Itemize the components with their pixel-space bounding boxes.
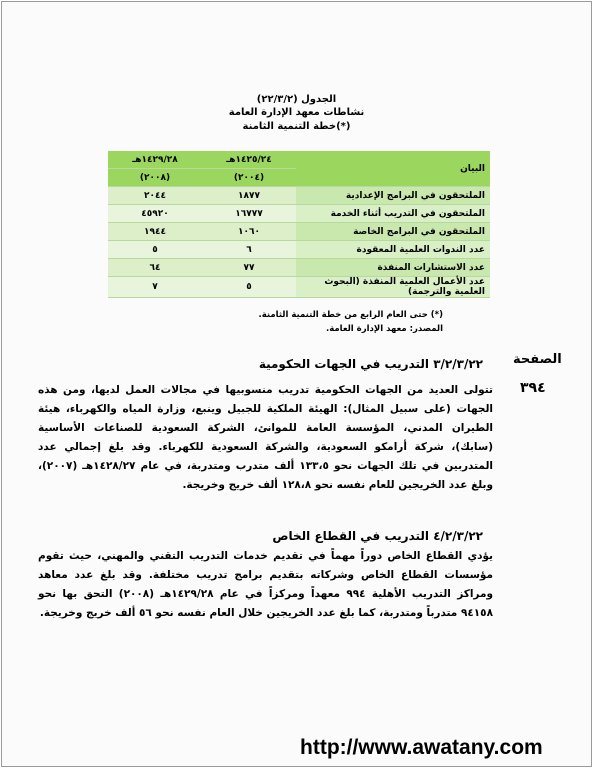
page-number: ٣٩٤: [520, 380, 546, 396]
table-source: المصدر: معهد الإدارة العامة.: [325, 324, 443, 334]
section-body-government: تتولى العديد من الجهات الحكومية تدريب منسوبيها في مجالات العمل لديها، ومن هذه الجهات (على سبيل المثال): الهيئة الملكية للجبيل وينبع، وزارة المياه والكهرباء، هيئة الطيران المدني، المؤسسة العامة للموانئ، الشركة السعودية للصناعات الأساسية (سابك)، شركة أرامكو السعودية، والشركة السعودية للكهرباء. وقد بلغ إجمالي عدد المتدربين في تلك الجهات نحو ١٣٣،٥ ألف متدرب ومتدربة، في عام ١٤٢٨/٢٧هـ (٢٠٠٧)، وبلغ عدد الخريجين للعام نفسه نحو ١٢٨،٨ ألف خريج وخريجة.: [38, 384, 493, 491]
table-row: [108, 223, 490, 241]
row-label: الملتحقون في التدريب أثناء الخدمة: [296, 205, 490, 223]
table-footnote: (*) حتى العام الرابع من خطة التنمية الثامنة.: [258, 310, 443, 320]
page-label: الصفحة: [513, 352, 562, 367]
table-title: نشاطات معهد الإدارة العامة: [228, 107, 365, 118]
col2-year-header: ١٤٢٩/٢٨هـ: [108, 151, 202, 169]
table-number: الجدول (٢٢/٣/٢): [256, 94, 337, 105]
col1-year-header: ١٤٢٥/٢٤هـ: [202, 151, 296, 169]
table-row: [108, 205, 490, 223]
row-value-2008: ٦٤: [108, 259, 202, 277]
row-value-2004: ١٦٧٧٧: [202, 205, 296, 223]
row-value-2008: ٤٥٩٢٠: [108, 205, 202, 223]
row-value-2004: ١٨٧٧: [202, 187, 296, 205]
label-header: البيان: [296, 151, 490, 187]
section-body-private: يؤدي القطاع الخاص دوراً مهماً في تقديم خدمات التدريب التقني والمهني، حيث تقوم مؤسسات القطاع الخاص وشركاته بتقديم برامج تدريب مختلفة. وقد بلغ عدد معاهد ومراكز التدريب الأهلية ٩٩٤ معهداً ومركزاً في عام ١٤٢٩/٢٨هـ (٢٠٠٨) التحق بها نحو ٩٤١٥٨ متدرباً ومتدربة، كما بلغ عدد الخريجين خلال العام نفسه نحو ٥٦ ألف خريج وخريجة.: [38, 550, 493, 619]
table-row: [108, 259, 490, 277]
row-value-2004: ٦: [202, 241, 296, 259]
row-value-2008: ١٩٤٤: [108, 223, 202, 241]
section-heading-government: ٣/٢/٣/٢٢ التدريب في الجهات الحكومية: [258, 357, 483, 371]
row-value-2008: ٢٠٤٤: [108, 187, 202, 205]
row-label: الملتحقون في البرامج الخاصة: [296, 223, 490, 241]
row-label: عدد الأعمال العلمية المنفذة (البحوث العلمية والترجمة): [296, 277, 490, 298]
table-row: [108, 241, 490, 259]
row-label: الملتحقون في البرامج الإعدادية: [296, 187, 490, 205]
table-subtitle: خطة التنمية الثامنة(*): [242, 121, 351, 132]
row-label: عدد الاستشارات المنفذة: [296, 259, 490, 277]
table-header-row: [108, 151, 490, 169]
row-value-2008: ٧: [108, 277, 202, 298]
col1-greg-header: (٢٠٠٤): [202, 169, 296, 187]
activities-table: [108, 151, 490, 298]
row-value-2008: ٥: [108, 241, 202, 259]
table-row: [108, 187, 490, 205]
row-label: عدد الندوات العلمية المعقودة: [296, 241, 490, 259]
row-value-2004: ١٠٦٠: [202, 223, 296, 241]
col2-greg-header: (٢٠٠٨): [108, 169, 202, 187]
watermark-url: http://www.awatany.com: [300, 736, 543, 759]
table-row: [108, 277, 490, 298]
section-heading-private: ٤/٢/٣/٢٢ التدريب في القطاع الخاص: [272, 529, 483, 543]
row-value-2004: ٧٧: [202, 259, 296, 277]
row-value-2004: ٥: [202, 277, 296, 298]
